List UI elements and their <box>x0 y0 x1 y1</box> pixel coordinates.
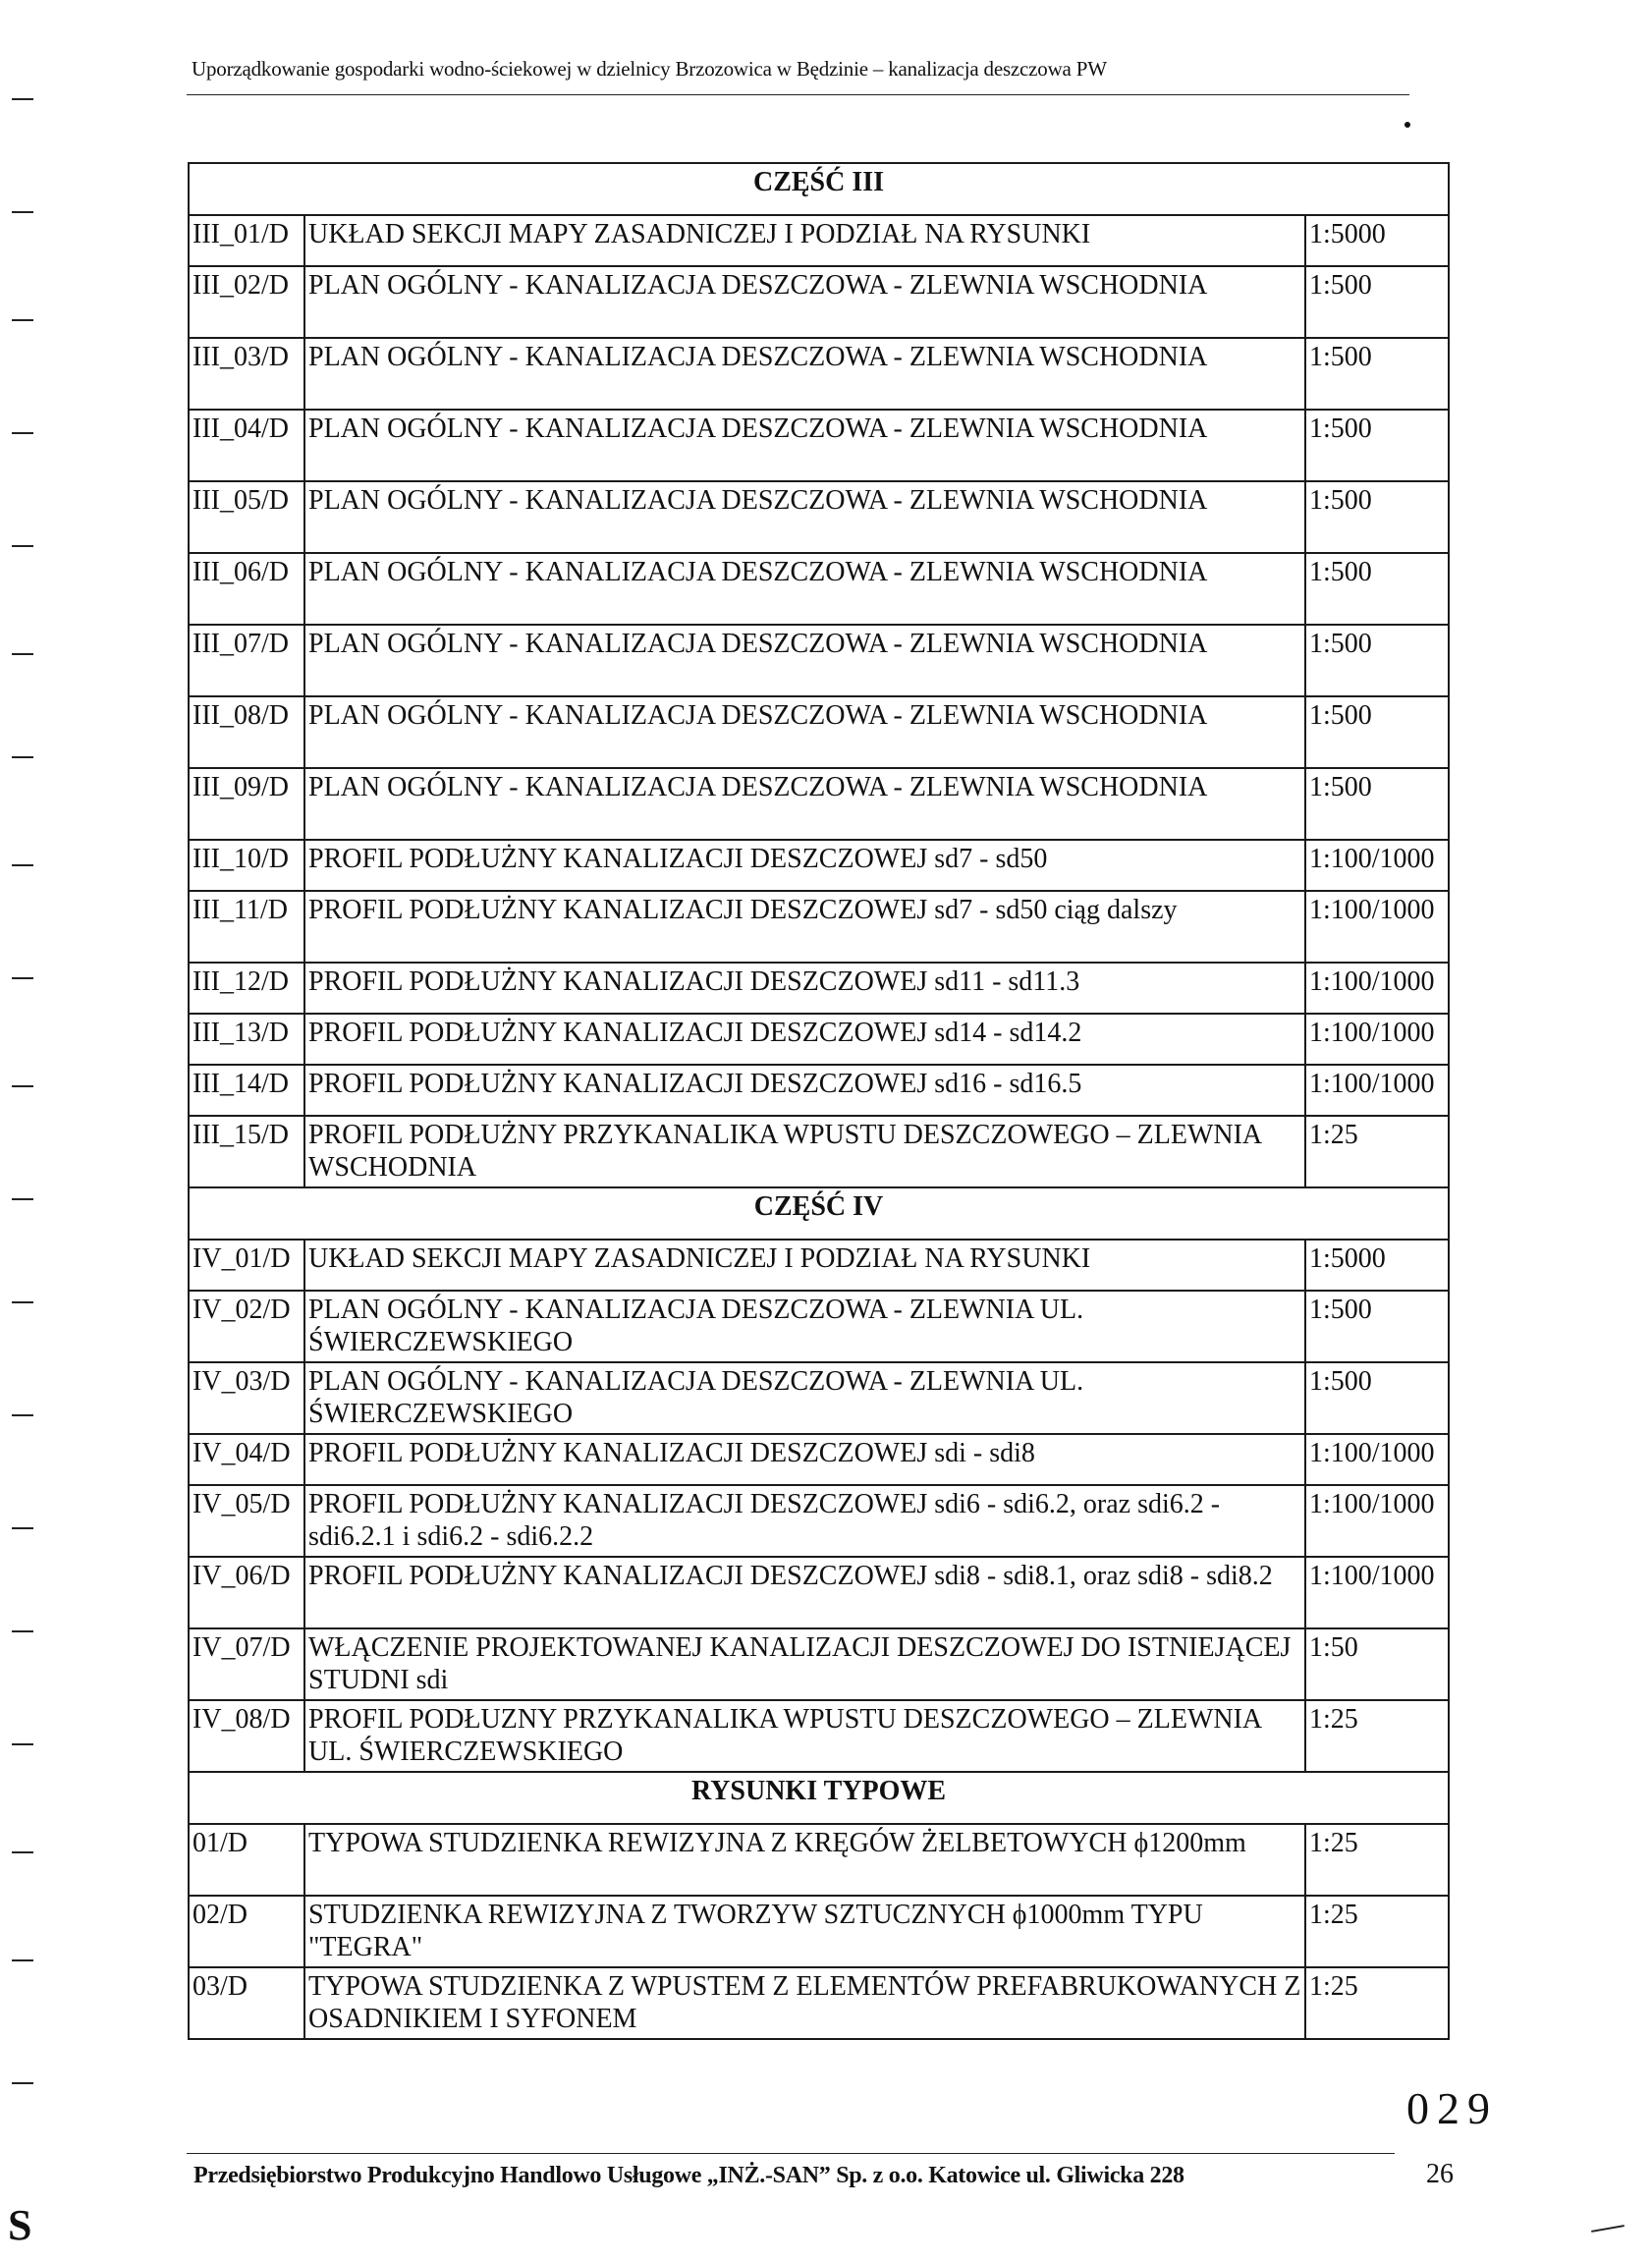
drawing-title: PLAN OGÓLNY - KANALIZACJA DESZCZOWA - ZLEWNIA WSCHODNIA <box>304 625 1305 696</box>
margin-tick <box>12 545 33 547</box>
table-row <box>189 696 1449 768</box>
drawing-scale: 1:100/1000 <box>1305 1485 1449 1557</box>
margin-tick <box>12 977 33 979</box>
drawing-title: PROFIL PODŁUŻNY KANALIZACJI DESZCZOWEJ sdi8 - sdi8.1, oraz sdi8 - sdi8.2 <box>304 1557 1305 1628</box>
drawing-scale: 1:500 <box>1305 625 1449 696</box>
drawing-scale: 1:50 <box>1305 1628 1449 1700</box>
margin-tick <box>12 1301 33 1303</box>
drawing-title: UKŁAD SEKCJI MAPY ZASADNICZEJ I PODZIAŁ NA RYSUNKI <box>304 1240 1305 1291</box>
margin-tick <box>12 1851 33 1853</box>
margin-tick <box>12 1959 33 1961</box>
drawing-code: 02/D <box>189 1896 304 1967</box>
drawing-title: PLAN OGÓLNY - KANALIZACJA DESZCZOWA - ZLEWNIA WSCHODNIA <box>304 481 1305 553</box>
drawing-code: III_08/D <box>189 696 304 768</box>
drawing-code: III_10/D <box>189 840 304 891</box>
drawing-scale: 1:100/1000 <box>1305 1065 1449 1116</box>
drawing-scale: 1:25 <box>1305 1967 1449 2039</box>
margin-tick <box>12 1414 33 1416</box>
section-title: CZĘŚĆ III <box>189 163 1449 215</box>
margin-tick <box>12 1630 33 1632</box>
drawing-list-table <box>188 162 1450 2040</box>
drawing-title: PROFIL PODŁUŻNY KANALIZACJI DESZCZOWEJ sd14 - sd14.2 <box>304 1014 1305 1065</box>
drawing-title: PLAN OGÓLNY - KANALIZACJA DESZCZOWA - ZLEWNIA WSCHODNIA <box>304 696 1305 768</box>
margin-tick <box>12 211 33 213</box>
drawing-code: III_01/D <box>189 215 304 266</box>
margin-tick <box>12 432 33 434</box>
drawing-code: III_15/D <box>189 1116 304 1187</box>
scan-mark-right <box>1591 2225 1624 2233</box>
section-title: RYSUNKI TYPOWE <box>189 1772 1449 1824</box>
drawing-code: IV_03/D <box>189 1362 304 1434</box>
drawing-title: TYPOWA STUDZIENKA REWIZYJNA Z KRĘGÓW ŻELBETOWYCH ϕ1200mm <box>304 1824 1305 1896</box>
scan-mark: Ѕ <box>8 2201 32 2249</box>
table-row <box>189 1485 1449 1557</box>
footer-rule <box>187 2153 1395 2154</box>
drawing-scale: 1:5000 <box>1305 215 1449 266</box>
drawing-code: IV_05/D <box>189 1485 304 1557</box>
drawing-code: IV_02/D <box>189 1291 304 1362</box>
table-row <box>189 840 1449 891</box>
drawing-title: PROFIL PODŁUŻNY KANALIZACJI DESZCZOWEJ sd11 - sd11.3 <box>304 963 1305 1014</box>
table-row <box>189 1557 1449 1628</box>
margin-tick <box>12 2082 33 2084</box>
margin-tick <box>12 1085 33 1087</box>
table-row <box>189 1967 1449 2039</box>
table-row <box>189 266 1449 338</box>
drawing-code: 03/D <box>189 1967 304 2039</box>
drawing-scale: 1:500 <box>1305 768 1449 840</box>
drawing-scale: 1:500 <box>1305 1291 1449 1362</box>
table-row <box>189 1116 1449 1187</box>
drawing-title: PROFIL PODŁUZNY PRZYKANALIKA WPUSTU DESZCZOWEGO – ZLEWNIA UL. ŚWIERCZEWSKIEGO <box>304 1700 1305 1772</box>
drawing-code: 01/D <box>189 1824 304 1896</box>
drawing-title: WŁĄCZENIE PROJEKTOWANEJ KANALIZACJI DESZCZOWEJ DO ISTNIEJĄCEJ STUDNI sdi <box>304 1628 1305 1700</box>
table-row <box>189 553 1449 625</box>
drawing-code: III_13/D <box>189 1014 304 1065</box>
drawing-scale: 1:5000 <box>1305 1240 1449 1291</box>
drawing-title: PLAN OGÓLNY - KANALIZACJA DESZCZOWA - ZLEWNIA UL. ŚWIERCZEWSKIEGO <box>304 1362 1305 1434</box>
drawing-code: III_04/D <box>189 410 304 481</box>
section-title: CZĘŚĆ IV <box>189 1187 1449 1240</box>
margin-tick <box>12 1527 33 1529</box>
margin-tick <box>12 98 33 100</box>
margin-tick <box>12 319 33 321</box>
table-row <box>189 625 1449 696</box>
drawing-title: PLAN OGÓLNY - KANALIZACJA DESZCZOWA - ZLEWNIA WSCHODNIA <box>304 768 1305 840</box>
drawing-scale: 1:25 <box>1305 1824 1449 1896</box>
drawing-scale: 1:500 <box>1305 266 1449 338</box>
drawing-title: PROFIL PODŁUŻNY KANALIZACJI DESZCZOWEJ sdi6 - sdi6.2, oraz sdi6.2 - sdi6.2.1 i sdi6.2 - sdi6.2.2 <box>304 1485 1305 1557</box>
drawing-code: III_07/D <box>189 625 304 696</box>
drawing-title: PLAN OGÓLNY - KANALIZACJA DESZCZOWA - ZLEWNIA WSCHODNIA <box>304 410 1305 481</box>
drawing-code: III_14/D <box>189 1065 304 1116</box>
drawing-code: III_11/D <box>189 891 304 963</box>
drawing-scale: 1:500 <box>1305 696 1449 768</box>
drawing-code: III_05/D <box>189 481 304 553</box>
drawing-scale: 1:500 <box>1305 410 1449 481</box>
margin-tick <box>12 864 33 866</box>
drawing-scale: 1:100/1000 <box>1305 840 1449 891</box>
drawing-code: III_12/D <box>189 963 304 1014</box>
drawing-scale: 1:500 <box>1305 553 1449 625</box>
drawing-code: IV_07/D <box>189 1628 304 1700</box>
table-row <box>189 1824 1449 1896</box>
drawing-title: TYPOWA STUDZIENKA Z WPUSTEM Z ELEMENTÓW PREFABRUKOWANYCH Z OSADNIKIEM I SYFONEM <box>304 1967 1305 2039</box>
drawing-title: PLAN OGÓLNY - KANALIZACJA DESZCZOWA - ZLEWNIA WSCHODNIA <box>304 266 1305 338</box>
table-row <box>189 215 1449 266</box>
drawing-code: IV_06/D <box>189 1557 304 1628</box>
drawing-scale: 1:500 <box>1305 481 1449 553</box>
company-footer: Przedsiębiorstwo Produkcyjno Handlowo Usługowe „INŻ.-SAN” Sp. z o.o. Katowice ul. Gliwicka 228 <box>193 2163 1184 2188</box>
drawing-code: III_02/D <box>189 266 304 338</box>
margin-tick <box>12 1743 33 1745</box>
drawing-code: IV_08/D <box>189 1700 304 1772</box>
margin-tick <box>12 1198 33 1200</box>
table-row <box>189 1628 1449 1700</box>
drawing-code: IV_04/D <box>189 1434 304 1485</box>
table-row <box>189 891 1449 963</box>
drawing-title: PROFIL PODŁUŻNY KANALIZACJI DESZCZOWEJ sd7 - sd50 ciąg dalszy <box>304 891 1305 963</box>
drawing-scale: 1:100/1000 <box>1305 963 1449 1014</box>
drawing-scale: 1:25 <box>1305 1700 1449 1772</box>
drawing-title: PROFIL PODŁUŻNY KANALIZACJI DESZCZOWEJ sdi - sdi8 <box>304 1434 1305 1485</box>
table-row <box>189 1362 1449 1434</box>
table-row <box>189 1065 1449 1116</box>
drawing-code: IV_01/D <box>189 1240 304 1291</box>
table-row <box>189 1434 1449 1485</box>
page-number: 26 <box>1426 2159 1454 2189</box>
document-header: Uporządkowanie gospodarki wodno-ściekowej w dzielnicy Brzozowica w Będzinie – kanalizacja deszczowa PW <box>192 57 1107 81</box>
drawing-scale: 1:100/1000 <box>1305 1557 1449 1628</box>
drawing-title: PROFIL PODŁUŻNY PRZYKANALIKA WPUSTU DESZCZOWEGO – ZLEWNIA WSCHODNIA <box>304 1116 1305 1187</box>
table-row <box>189 1240 1449 1291</box>
drawing-scale: 1:100/1000 <box>1305 891 1449 963</box>
drawing-title: PROFIL PODŁUŻNY KANALIZACJI DESZCZOWEJ sd16 - sd16.5 <box>304 1065 1305 1116</box>
margin-tick <box>12 756 33 758</box>
drawing-code: III_06/D <box>189 553 304 625</box>
drawing-scale: 1:25 <box>1305 1896 1449 1967</box>
drawing-title: UKŁAD SEKCJI MAPY ZASADNICZEJ I PODZIAŁ NA RYSUNKI <box>304 215 1305 266</box>
table-row <box>189 1291 1449 1362</box>
table-row <box>189 963 1449 1014</box>
stamp-number: 029 <box>1406 2083 1498 2133</box>
table-row <box>189 1014 1449 1065</box>
table-row <box>189 1896 1449 1967</box>
drawing-scale: 1:500 <box>1305 338 1449 410</box>
table-row <box>189 768 1449 840</box>
drawing-code: III_03/D <box>189 338 304 410</box>
table-row <box>189 338 1449 410</box>
table-row <box>189 481 1449 553</box>
drawing-scale: 1:25 <box>1305 1116 1449 1187</box>
drawing-title: PLAN OGÓLNY - KANALIZACJA DESZCZOWA - ZLEWNIA UL. ŚWIERCZEWSKIEGO <box>304 1291 1305 1362</box>
table-row <box>189 410 1449 481</box>
header-rule <box>187 94 1409 95</box>
margin-tick <box>12 653 33 655</box>
drawing-code: III_09/D <box>189 768 304 840</box>
table-row <box>189 1700 1449 1772</box>
speck <box>1404 122 1410 128</box>
drawing-title: PLAN OGÓLNY - KANALIZACJA DESZCZOWA - ZLEWNIA WSCHODNIA <box>304 338 1305 410</box>
drawing-scale: 1:100/1000 <box>1305 1014 1449 1065</box>
drawing-scale: 1:500 <box>1305 1362 1449 1434</box>
drawing-title: STUDZIENKA REWIZYJNA Z TWORZYW SZTUCZNYCH ϕ1000mm TYPU "TEGRA" <box>304 1896 1305 1967</box>
drawing-title: PLAN OGÓLNY - KANALIZACJA DESZCZOWA - ZLEWNIA WSCHODNIA <box>304 553 1305 625</box>
drawing-title: PROFIL PODŁUŻNY KANALIZACJI DESZCZOWEJ sd7 - sd50 <box>304 840 1305 891</box>
drawing-scale: 1:100/1000 <box>1305 1434 1449 1485</box>
